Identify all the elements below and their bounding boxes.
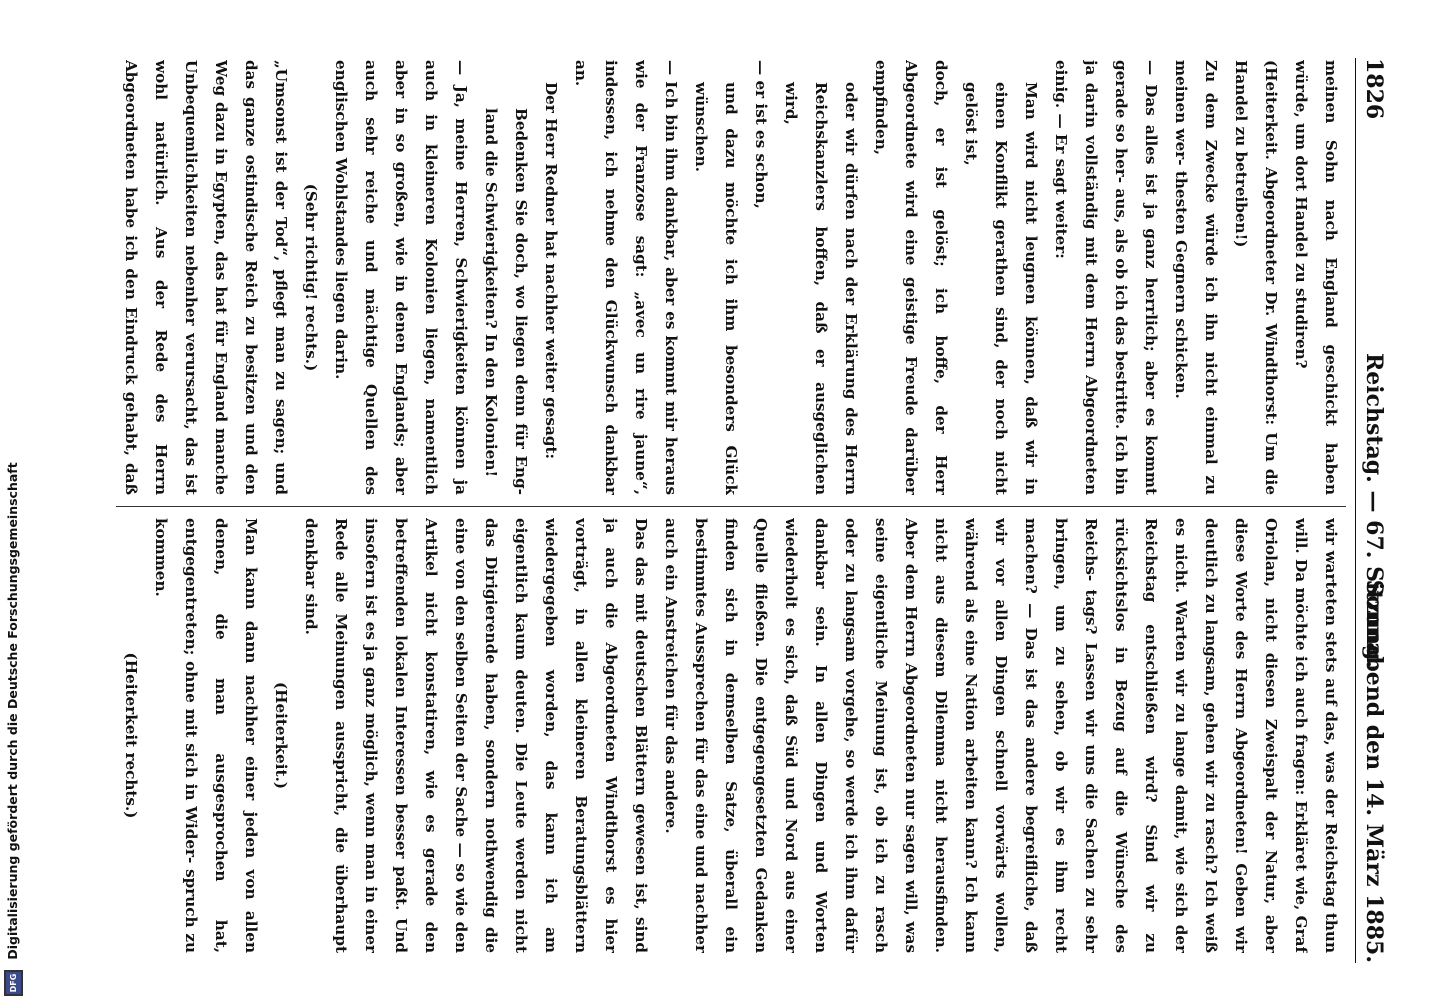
paragraph: — Das alles ist ja ganz herrlich; aber es kommt gerade so her- aus, als ob ich das bestritte. Ich bin ja darin vollständig mit dem Herrn Abgeordneten einig. — Er sagt weiter: xyxy=(1052,60,1160,495)
paragraph: Zu dem Zwecke würde ich ihn nicht einmal zu meinen wer- thesten Gegnern schicken. xyxy=(1172,60,1220,495)
footer-text: Digitalisierung gefördert durch die Deutsche Forschungsgemeinschaft xyxy=(5,462,20,960)
rotated-page xyxy=(110,48,1390,978)
paragraph: Man wird nicht leugnen können, daß wir in einen Konflikt gerathen sind, der noch nicht gelöst ist, xyxy=(962,82,1040,495)
column-divider xyxy=(116,506,1346,507)
paragraph: Der Herr Redner hat nachher weiter gesagt: xyxy=(542,82,560,460)
session-title: Reichstag. — 67. Sitzung. xyxy=(1361,352,1387,669)
footer-credit xyxy=(2,0,32,996)
left-text-column xyxy=(116,60,1346,495)
paragraph: (Heiterkeit.) xyxy=(272,681,290,790)
paragraph: (Heiterkeit. Abgeordneter Dr. Windthorst: Um die Handel zu betreiben!) xyxy=(1232,60,1280,495)
paragraph: Bedenken Sie doch, wo liegen denn für Eng- land die Schwierigkeiten? In den Kolonien! xyxy=(482,108,530,495)
paragraph: oder wir dürfen nach der Erklärung des Herrn Reichskanzlers hoffen, daß er ausgeglichen wird, xyxy=(782,82,860,495)
right-text-column xyxy=(116,518,1346,953)
running-head xyxy=(1355,58,1390,963)
paragraph: Das das mit deutschen Blättern gewesen ist, sind ja auch die Abgeordneten Windthorst es hier vorträgt, in allen kleineren Beratungsblättern wiedergegeben worden, das kann ich am eigentlich kaum deuten. Die Leute werden nicht das Dirigierende haben, sondern nothwendig die eine von den selben Seiten der Sache — so wie den Artikel nicht konstatiren, wie es gerade den betreffenden lokalen Interessen besser paßt. Und insofern ist es ja ganz möglich, wenn man in einer Rede alle Meinungen ausspricht, die überhaupt denkbar sind. xyxy=(302,518,650,953)
page-number: 1826 xyxy=(1361,58,1387,120)
paragraph: und dazu möchte ich ihm besonders Glück wünschen. xyxy=(692,82,740,495)
paragraph: — Ich bin ihm dankbar, aber es kommt mir heraus wie der Franzose sagt: „avec un rire jaune“, indessen, ich nehme den Glückwunsch dankbar an. xyxy=(572,60,680,495)
paragraph: wir warteten stets auf das, was der Reichstag thun will. Da möchte ich auch fragen: Erkläret wie, Graf Oriolan, nicht diesen Zweispalt der Natur, aber diese Worte des Herrn Abgeordneten! Geben wir deutlich zu langsam, gehen wir zu rasch? Ich weiß es nicht. Warten wir zu lange damit, wie sich der Reichstag entschließen wird? Sind wir zu rücksichtslos in Bezug auf die Wünsche des Reichs- tags? Lassen wir uns die Sachen zu sehr bringen, um zu sehen, ob wir es ihm recht machen? — Das ist das andere begreifliche, daß wir vor allen Dingen schnell vorwärts wollen, während als eine Nation arbeiten kann? Ich kann nicht aus diesem Dilemma nicht herausfinden. Aber dem Herrn Abgeordneten nur sagen will, was seine eigentliche Meinung ist, ob ich zu rasch oder zu langsam vorgehe, so werde ich ihm dafür dankbar sein. In allen Dingen und Worten wiederholt es sich, daß Süd und Nord aus einer Quelle fließen. Die entgegengesetzten Gedanken finden sich in demselben Satze, überall ein bestimmtes Aussprechen für das eine und nachher auch ein Anstreichen für das andere. xyxy=(662,518,1340,953)
paragraph: doch, er ist gelöst; ich hoffe, der Herr Abgeordnete wird eine geistige Freude darüber empfinden, xyxy=(872,60,950,495)
paragraph: (Heiterkeit rechts.) xyxy=(122,652,140,819)
session-date: Sonnabend den 14. März 1885. xyxy=(1361,579,1387,963)
dfg-logo: DFG xyxy=(4,970,23,996)
paragraph: (Sehr richtig! rechts.) xyxy=(302,183,320,372)
paragraph: — er ist es schon, xyxy=(752,60,770,209)
paragraph: Man kann dann nachher einer jeden von allen denen, die man ausgesprochen hat, entgegentreten; ohne mit sich in Wider- spruch zu kommen. xyxy=(152,518,260,953)
paragraph: „Umsonst ist der Tod“, pflegt man zu sagen; und das ganze ostindische Reich zu besitzen und den Weg dazu in Egypten, das hat für England manche Unbequemlichkeiten nebenher verursacht, das ist wohl natürlich. Aus der Rede des Herrn Abgeordneten habe ich den Eindruck gehabt, daß xyxy=(122,60,290,495)
paragraph: meinen Sohn nach England geschickt haben würde, um dort Handel zu studiren? xyxy=(1292,60,1340,495)
paragraph: — Ja, meine Herren, Schwierigkeiten können ja auch in kleineren Kolonien liegen, namentlich aber in so großen, wie in denen Englands; aber auch sehr reiche und mächtige Quellen des englischen Wohlstandes liegen darin. xyxy=(332,60,470,495)
